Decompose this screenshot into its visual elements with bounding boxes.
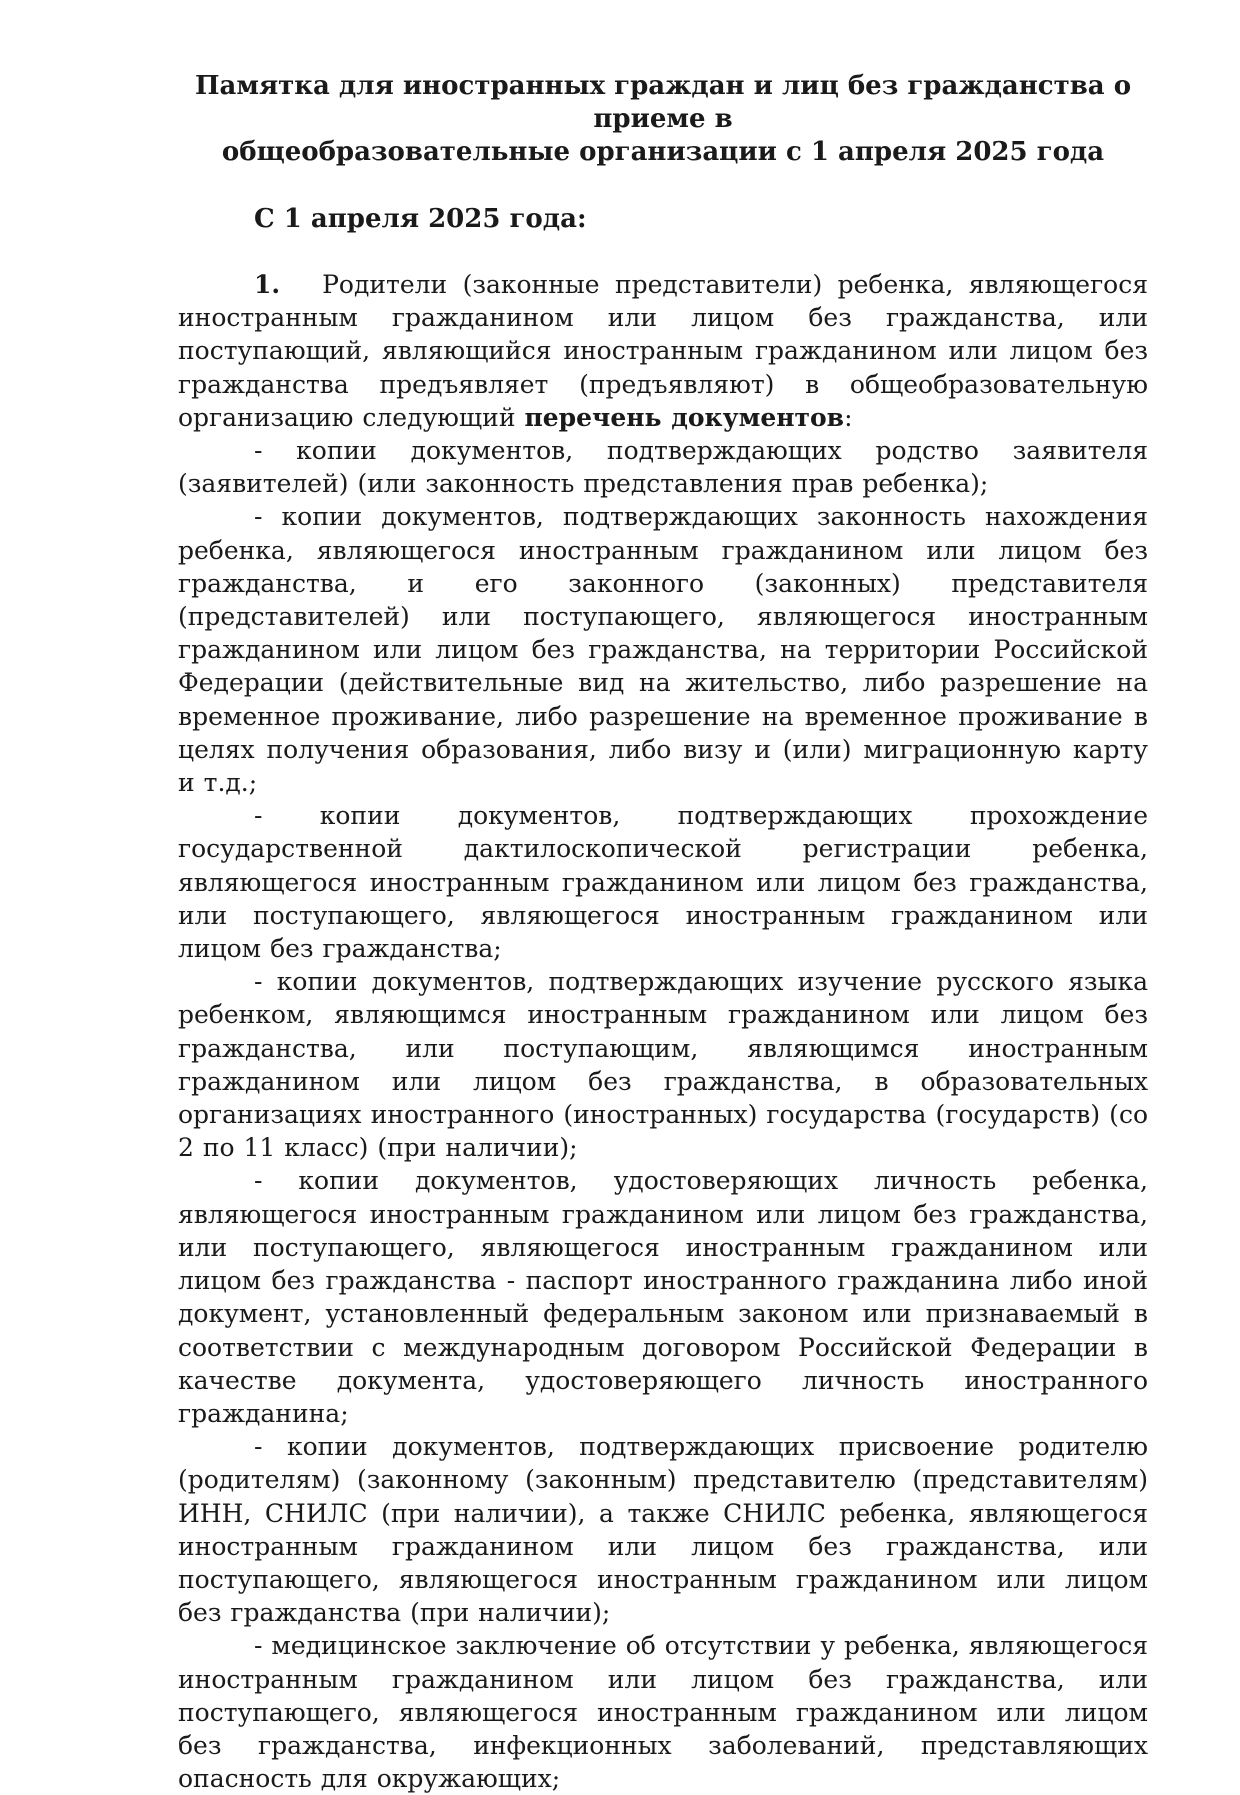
bullet-item: - копии документов, подтверждающих родство заявителя (заявителей) (или законность представления прав ребенка);	[178, 436, 1148, 499]
document-title	[178, 70, 1148, 169]
title-line-1: Памятка для иностранных граждан и лиц без гражданства о приеме в	[194, 71, 1132, 134]
bullet-item: - копии документов, удостоверяющих личность ребенка, являющегося иностранным гражданином или лицом без гражданства, или поступающего, являющегося иностранным гражданином или лицом без гражданства - паспорт иностранного гражданина либо иной документ, установленный федеральным законом или признаваемый в соответствии с международным договором Российской Федерации в качестве документа, удостоверяющего личность иностранного гражданина;	[178, 1166, 1148, 1428]
section-subtitle: С 1 апреля 2025 года:	[254, 204, 587, 234]
bullet-item: - медицинское заключение об отсутствии у ребенка, являющегося иностранным гражданином или лицом без гражданства, или поступающего, являющегося иностранным гражданином или лицом без гражданства, инфекционных заболеваний, представляющих опасность для окружающих;	[178, 1631, 1148, 1794]
item-text: Родители (законные представители) ребенка, являющегося иностранным гражданином или лицом без гражданства, или поступающий, являющийся иностранным гражданином или лицом без гражданства предъявляет (предъявляют) в общеобразовательную организацию следующий	[178, 270, 1148, 432]
bullet-item: - копии документов, подтверждающих присвоение родителю (родителям) (законному (законным) представителю (представителям) ИНН, СНИЛС (при наличии), а также СНИЛС ребенка, являющегося иностранным гражданином или лицом без гражданства, или поступающего, являющегося иностранным гражданином или лицом без гражданства (при наличии);	[178, 1432, 1148, 1628]
item-number: 1.	[254, 270, 281, 299]
bullet-item: - копии документов, подтверждающих законность нахождения ребенка, являющегося иностранным гражданином или лицом без гражданства, и его законного (законных) представителя (представителей) или поступающего, являющегося иностранным гражданином или лицом без гражданства, на территории Российской Федерации (действительные вид на жительство, либо разрешение на временное проживание, либо разрешение на временное проживание в целях получения образования, либо визу и (или) миграционную карту и т.д.;	[178, 502, 1148, 798]
item-tail: :	[844, 402, 853, 432]
list-item-1	[178, 268, 1148, 434]
item-bold-text: перечень документов	[524, 402, 845, 432]
bullet-item: - копии документов, подтверждающих прохождение государственной дактилоскопической регистрации ребенка, являющегося иностранным гражданином или лицом без гражданства, или поступающего, являющегося иностранным гражданином или лицом без гражданства;	[178, 801, 1148, 964]
document-content	[178, 70, 1148, 1795]
title-line-2: общеобразовательные организации с 1 апреля 2025 года	[221, 137, 1105, 167]
bullet-item: - копии документов, подтверждающих изучение русского языка ребенком, являющимся иностранным гражданином или лицом без гражданства, или поступающим, являющимся иностранным гражданином или лицом без гражданства, в образовательных организациях иностранного (иностранных) государства (государств) (со 2 по 11 класс) (при наличии);	[178, 967, 1148, 1163]
